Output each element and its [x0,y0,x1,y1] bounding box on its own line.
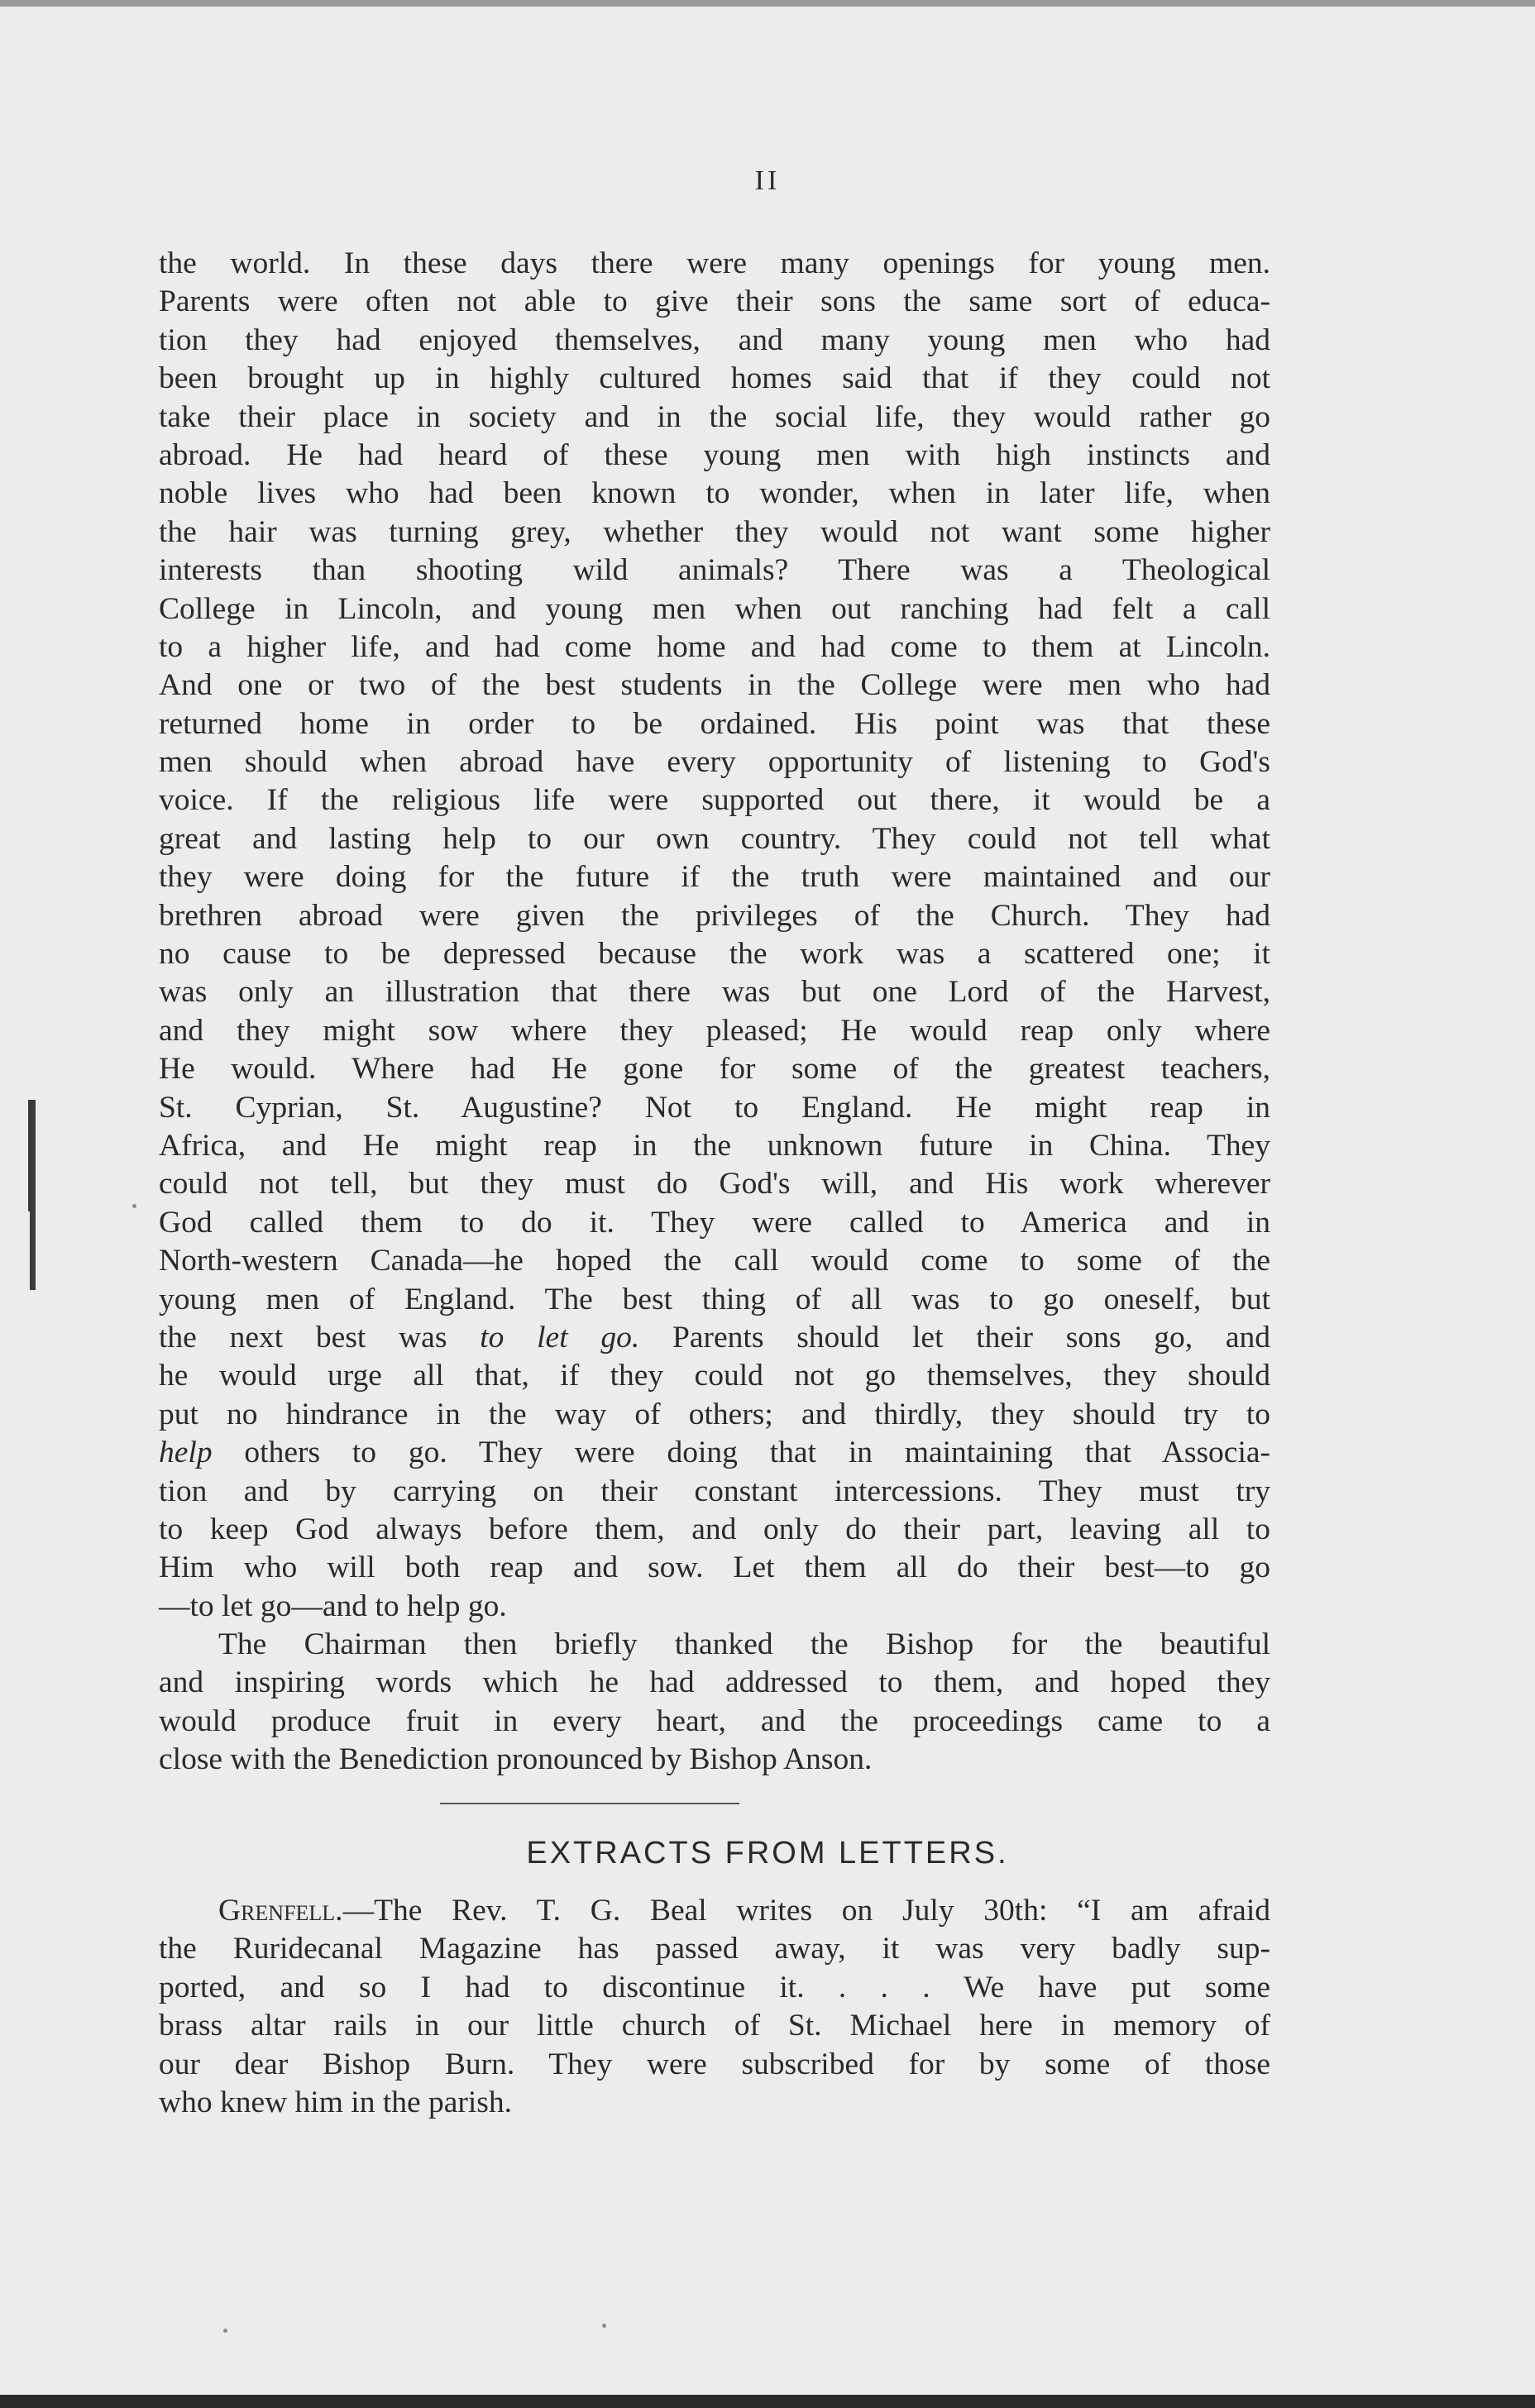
text-line: the hair was turning grey, whether they would not want some higher [159,514,1270,549]
text-line: And one or two of the best students in the College were men who had [159,668,1270,703]
text-line: North-western Canada—he hoped the call would come to some of the [159,1244,1270,1278]
section-divider [440,1803,739,1804]
text-line: he would urge all that, if they could not go themselves, they should [159,1359,1270,1393]
text-line: who knew him in the parish. [159,2085,513,2119]
text-line: our dear Bishop Burn. They were subscribed for by some of those [159,2047,1270,2081]
text-line: tion and by carrying on their constant intercessions. They must try [159,1474,1270,1508]
text-line: young men of England. The best thing of all was to go oneself, but [159,1282,1270,1316]
text-line: —to let go—and to help go. [159,1589,507,1623]
page-top-edge [0,0,1535,7]
text-line: Africa, and He might reap in the unknown future in China. They [159,1128,1270,1163]
text-line: God called them to do it. They were called to America and in [159,1205,1270,1240]
paragraph-chairman [159,1626,1270,1780]
margin-mark [30,1191,36,1290]
text-line: Parents were often not able to give their sons the same sort of educa- [159,284,1270,319]
text-line: The Chairman then briefly thanked the Bishop for the beautiful [218,1627,1270,1662]
text-line: He would. Where had He gone for some of the greatest teachers, [159,1052,1270,1087]
text-line: take their place in society and in the social life, they would rather go [159,399,1270,434]
text-line: to keep God always before them, and only do their part, leaving all to [159,1512,1270,1546]
text-line: no cause to be depressed because the work was a scattered one; it [159,937,1270,972]
text-line: ported, and so I had to discontinue it. . . . We have put some [159,1970,1270,2004]
text-line: returned home in order to be ordained. His point was that these [159,706,1270,741]
italic-phrase: to let go. [480,1320,640,1354]
text-line: St. Cyprian, St. Augustine? Not to England. He might reap in [159,1090,1270,1125]
text-line: the world. In these days there were many openings for young men. [159,246,1270,280]
text-line: close with the Benediction pronounced by Bishop Anson. [159,1742,873,1777]
place-name: Grenfell. [218,1894,343,1928]
body-text [159,245,1270,1780]
letters-text [159,1892,1270,2122]
text-line: College in Lincoln, and young men when out ranching had felt a call [159,591,1270,626]
italic-word: help [159,1436,213,1470]
text-line: to a higher life, and had come home and had come to them at Lincoln. [159,629,1270,664]
page-bottom-edge [0,2395,1535,2408]
speck [602,2324,606,2328]
text-line: noble lives who had been known to wonder, when in later life, when [159,476,1270,511]
text-line: they were doing for the future if the truth were maintained and our [159,860,1270,895]
speck [132,1204,136,1208]
text-line: help others to go. They were doing that in maintaining that Associa- [159,1436,1270,1470]
text-line: would produce fruit in every heart, and the proceedings came to a [159,1703,1270,1738]
text-line: brass altar rails in our little church of St. Michael here in memory of [159,2009,1270,2043]
text-line: and inspiring words which he had addressed to them, and hoped they [159,1665,1270,1700]
page-number: II [754,165,781,196]
text-line: could not tell, but they must do God's will, and His work wherever [159,1167,1270,1202]
text-line: was only an illustration that there was but one Lord of the Harvest, [159,975,1270,1010]
text-line: the next best was to let go. Parents should let their sons go, and [159,1320,1270,1354]
section-heading: EXTRACTS FROM LETTERS. [526,1836,1009,1870]
text-line: put no hindrance in the way of others; and thirdly, they should try to [159,1397,1270,1431]
text-line: great and lasting help to our own country. They could not tell what [159,821,1270,856]
text-line: been brought up in highly cultured homes said that if they could not [159,361,1270,396]
text-line: interests than shooting wild animals? There was a Theological [159,553,1270,588]
text-line: the Ruridecanal Magazine has passed away, it was very badly sup- [159,1932,1270,1966]
letter-body [159,1930,1270,2122]
text-line: abroad. He had heard of these young men with high instincts and [159,437,1270,472]
text-line: brethren abroad were given the privileges of the Church. They had [159,898,1270,933]
text-line: and they might sow where they pleased; He would reap only where [159,1013,1270,1048]
paragraph-continued [159,245,1270,1319]
text-line: men should when abroad have every opportunity of listening to God's [159,745,1270,780]
text-line: Him who will both reap and sow. Let them all do their best—to go [159,1550,1270,1585]
text-line: voice. If the religious life were supported out there, it would be a [159,783,1270,818]
text-line: tion they had enjoyed themselves, and many young men who had [159,322,1270,357]
text-line: Grenfell.—The Rev. T. G. Beal writes on July 30th: “I am afraid [218,1894,1270,1928]
speck [223,2329,227,2333]
